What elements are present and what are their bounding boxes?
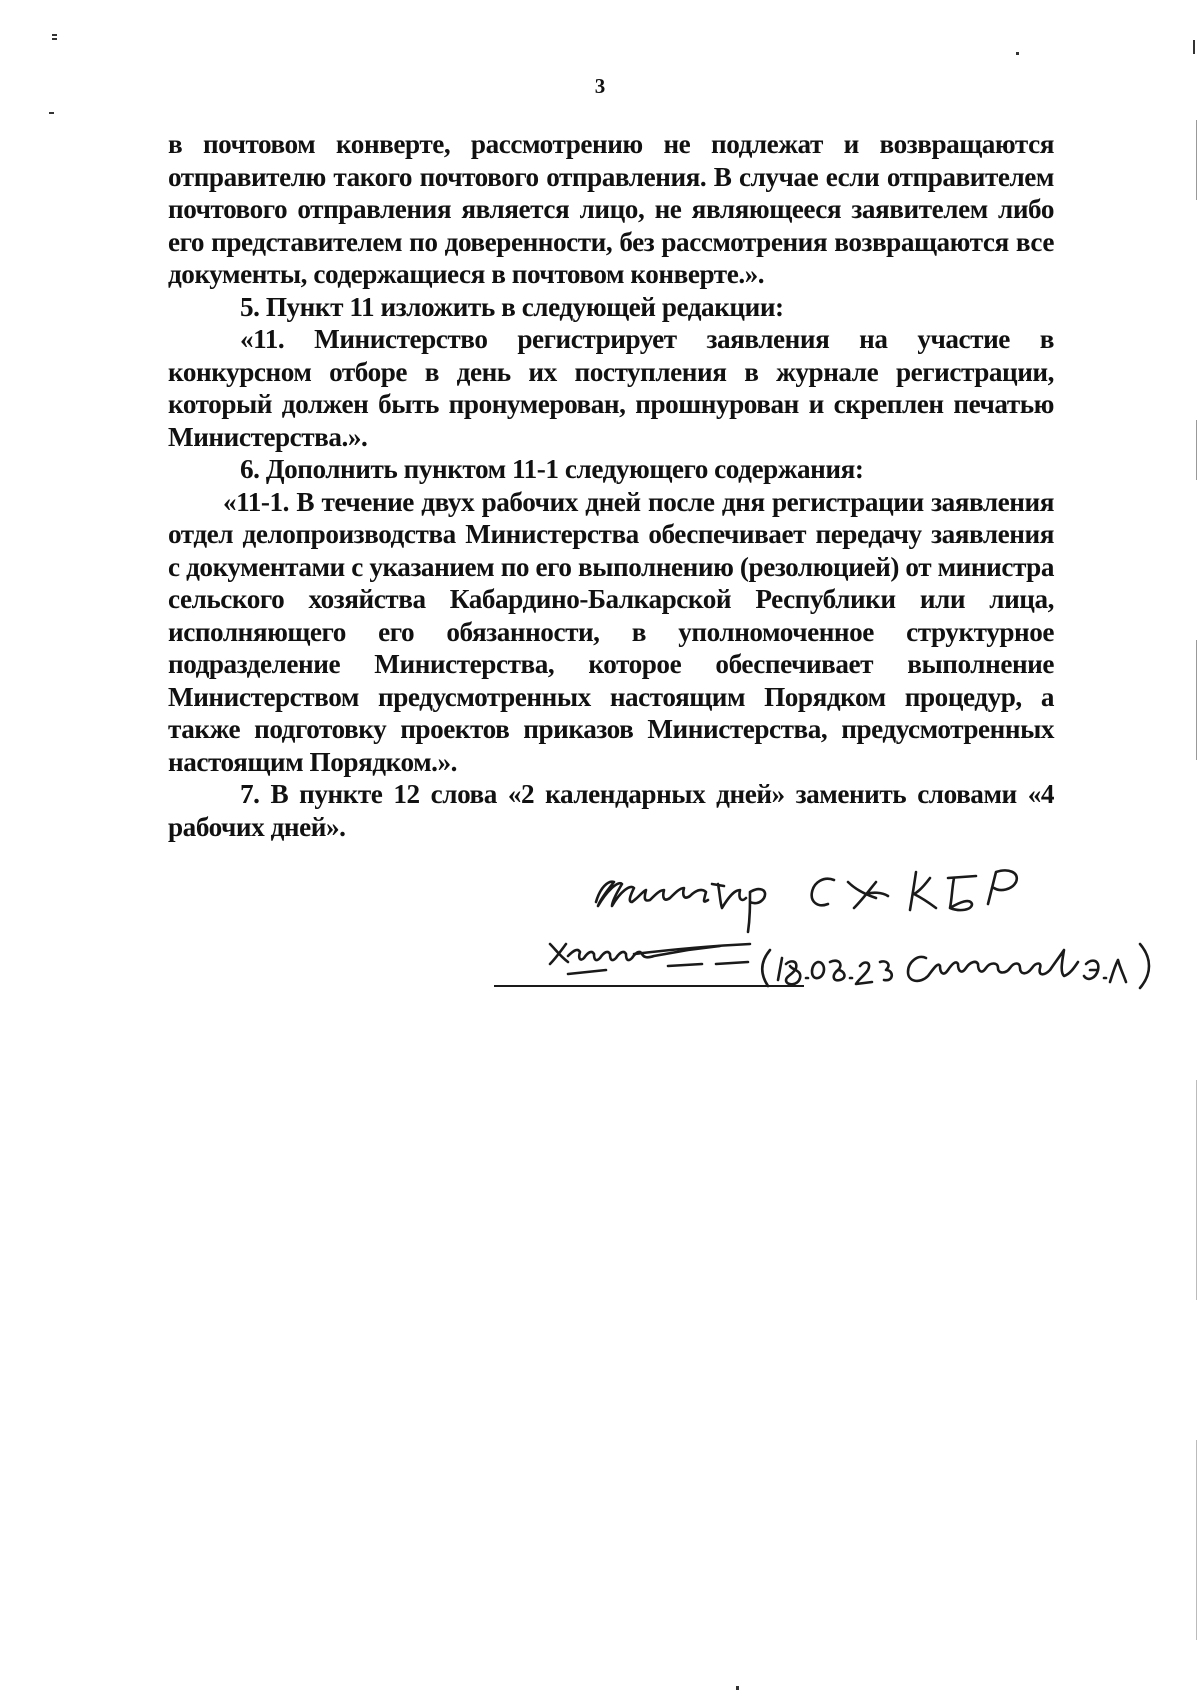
handwriting-c: [812, 879, 834, 906]
scan-mark: [1196, 1440, 1197, 1640]
scan-mark: [1196, 120, 1197, 200]
handwriting-paren-close: [1140, 944, 1149, 988]
handwriting-dash-2: [668, 964, 702, 966]
handwriting-b: [948, 876, 976, 910]
scan-mark: [1196, 420, 1197, 480]
paragraph-quote-11: «11. Министерство регистрирует заявления на участие в конкурсном отборе в день их поступления в журнале регистрации, который должен быть пронумерован, прошнурован и скреплен печатью Министерства.».: [168, 324, 1054, 452]
page-number: 3: [594, 74, 606, 98]
scan-mark: [1196, 1080, 1197, 1300]
handwriting-initials: [1084, 960, 1126, 982]
scan-mark: [1196, 640, 1197, 760]
handwriting-surname: [908, 950, 1078, 981]
handwritten-signature: [488, 858, 1193, 1018]
document-body: [168, 128, 1054, 843]
scan-mark: [49, 112, 54, 114]
paragraph-item-6: 6. Дополнить пунктом 11-1 следующего содержания:: [240, 454, 864, 484]
scan-mark: [52, 38, 57, 40]
handwriting-dash-3: [716, 962, 748, 964]
paragraph-item-5: 5. Пункт 11 изложить в следующей редакции:: [240, 291, 784, 322]
handwriting-date: [778, 958, 892, 984]
paragraph-item-7: 7. В пункте 12 слова «2 календарных дней» заменить словами «4 рабочих дней».: [168, 779, 1054, 842]
paragraph-continuation: в почтовом конверте, рассмотрению не подлежат и возвращаются отправителю такого почтового отправления. В случае если отправителем почтового отправления является лицо, не являющееся заявителем либо его представителем по доверенности, без рассмотрения возвращаются все документы, содержащиеся в почтовом конверте.».: [168, 129, 1054, 289]
scan-mark: [736, 1686, 739, 1690]
handwriting-paren-open: [762, 950, 770, 986]
scan-mark: [1016, 52, 1019, 55]
handwriting-x: [848, 882, 888, 908]
handwriting-underline-2: [634, 944, 750, 954]
paragraph-quote-11-1: «11-1. В течение двух рабочих дней после дня регистрации заявления отдел делопроизводства Министерства обеспечивает передачу заявления с документами с указанием по его выполнению (резолюцией) от министра сельского хозяйства Кабардино-Балкарской Республики или лица, исполняющего его обязанности, в уполномоченное структурное подразделение Министерства, которое обеспечивает выполнение Министерством предусмотренных настоящим Порядком процедур, а также подготовку проектов приказов Министерства, предусмотренных настоящим Порядком.».: [168, 486, 1054, 777]
scan-mark: [52, 34, 57, 36]
handwriting-dash-1: [568, 970, 606, 974]
signature-drawing: [488, 858, 1193, 1018]
handwriting-line-1: [596, 882, 765, 932]
scan-mark: [1193, 40, 1195, 54]
handwriting-r: [988, 870, 1017, 904]
handwriting-k: [910, 872, 936, 910]
